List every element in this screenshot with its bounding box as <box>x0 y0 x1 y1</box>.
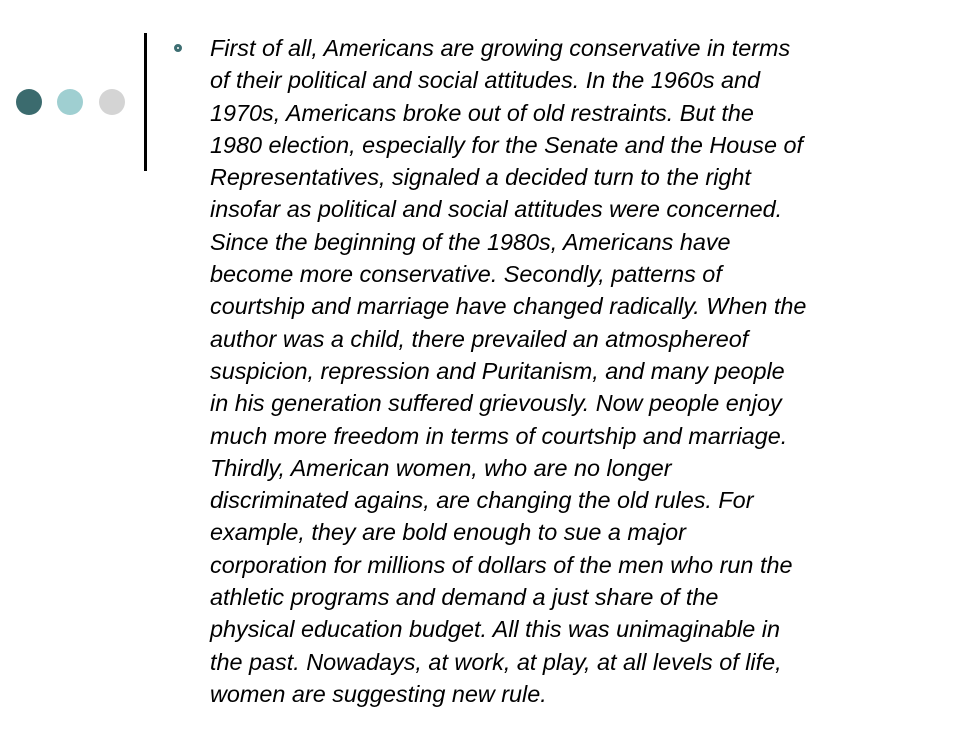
text-line: women are suggesting new rule. <box>210 680 547 707</box>
text-line: Representatives, signaled a decided turn to the right <box>210 164 751 191</box>
text-line: First of all, Americans are growing conservative in terms <box>210 35 791 61</box>
decor-dot-dark-icon <box>16 89 42 115</box>
text-line: physical education budget. All this was unimaginable in <box>210 616 780 643</box>
vertical-divider <box>144 33 147 171</box>
text-line: courtship and marriage have changed radically. When the <box>210 293 807 320</box>
decor-dot-teal-icon <box>57 89 83 115</box>
body-paragraph <box>210 32 950 710</box>
text-line: in his generation suffered grievously. Now people enjoy <box>210 390 782 417</box>
text-line: become more conservative. Secondly, patterns of <box>210 261 722 288</box>
bullet-circle-icon <box>174 44 182 52</box>
text-line: the past. Nowadays, at work, at play, at all levels of life, <box>210 648 782 675</box>
text-line: discriminated agains, are changing the old rules. For <box>210 487 754 514</box>
text-line: 1970s, Americans broke out of old restraints. But the <box>210 99 754 126</box>
text-line: insofar as political and social attitudes were concerned. <box>210 196 783 223</box>
decor-dot-gray-icon <box>99 89 125 115</box>
text-line: suspicion, repression and Puritanism, and many people <box>210 357 785 384</box>
text-line: of their political and social attitudes. In the 1960s and <box>210 67 761 94</box>
text-line: Since the beginning of the 1980s, Americans have <box>210 228 731 255</box>
text-line: corporation for millions of dollars of the men who run the <box>210 551 793 578</box>
text-line: author was a child, there prevailed an atmosphereof <box>210 325 749 352</box>
text-line: 1980 election, especially for the Senate and the House of <box>210 131 803 158</box>
text-line: athletic programs and demand a just share of the <box>210 584 719 611</box>
text-line: example, they are bold enough to sue a major <box>210 519 686 546</box>
text-line: much more freedom in terms of courtship and marriage. <box>210 422 788 449</box>
text-line: Thirdly, American women, who are no longer <box>210 454 672 481</box>
